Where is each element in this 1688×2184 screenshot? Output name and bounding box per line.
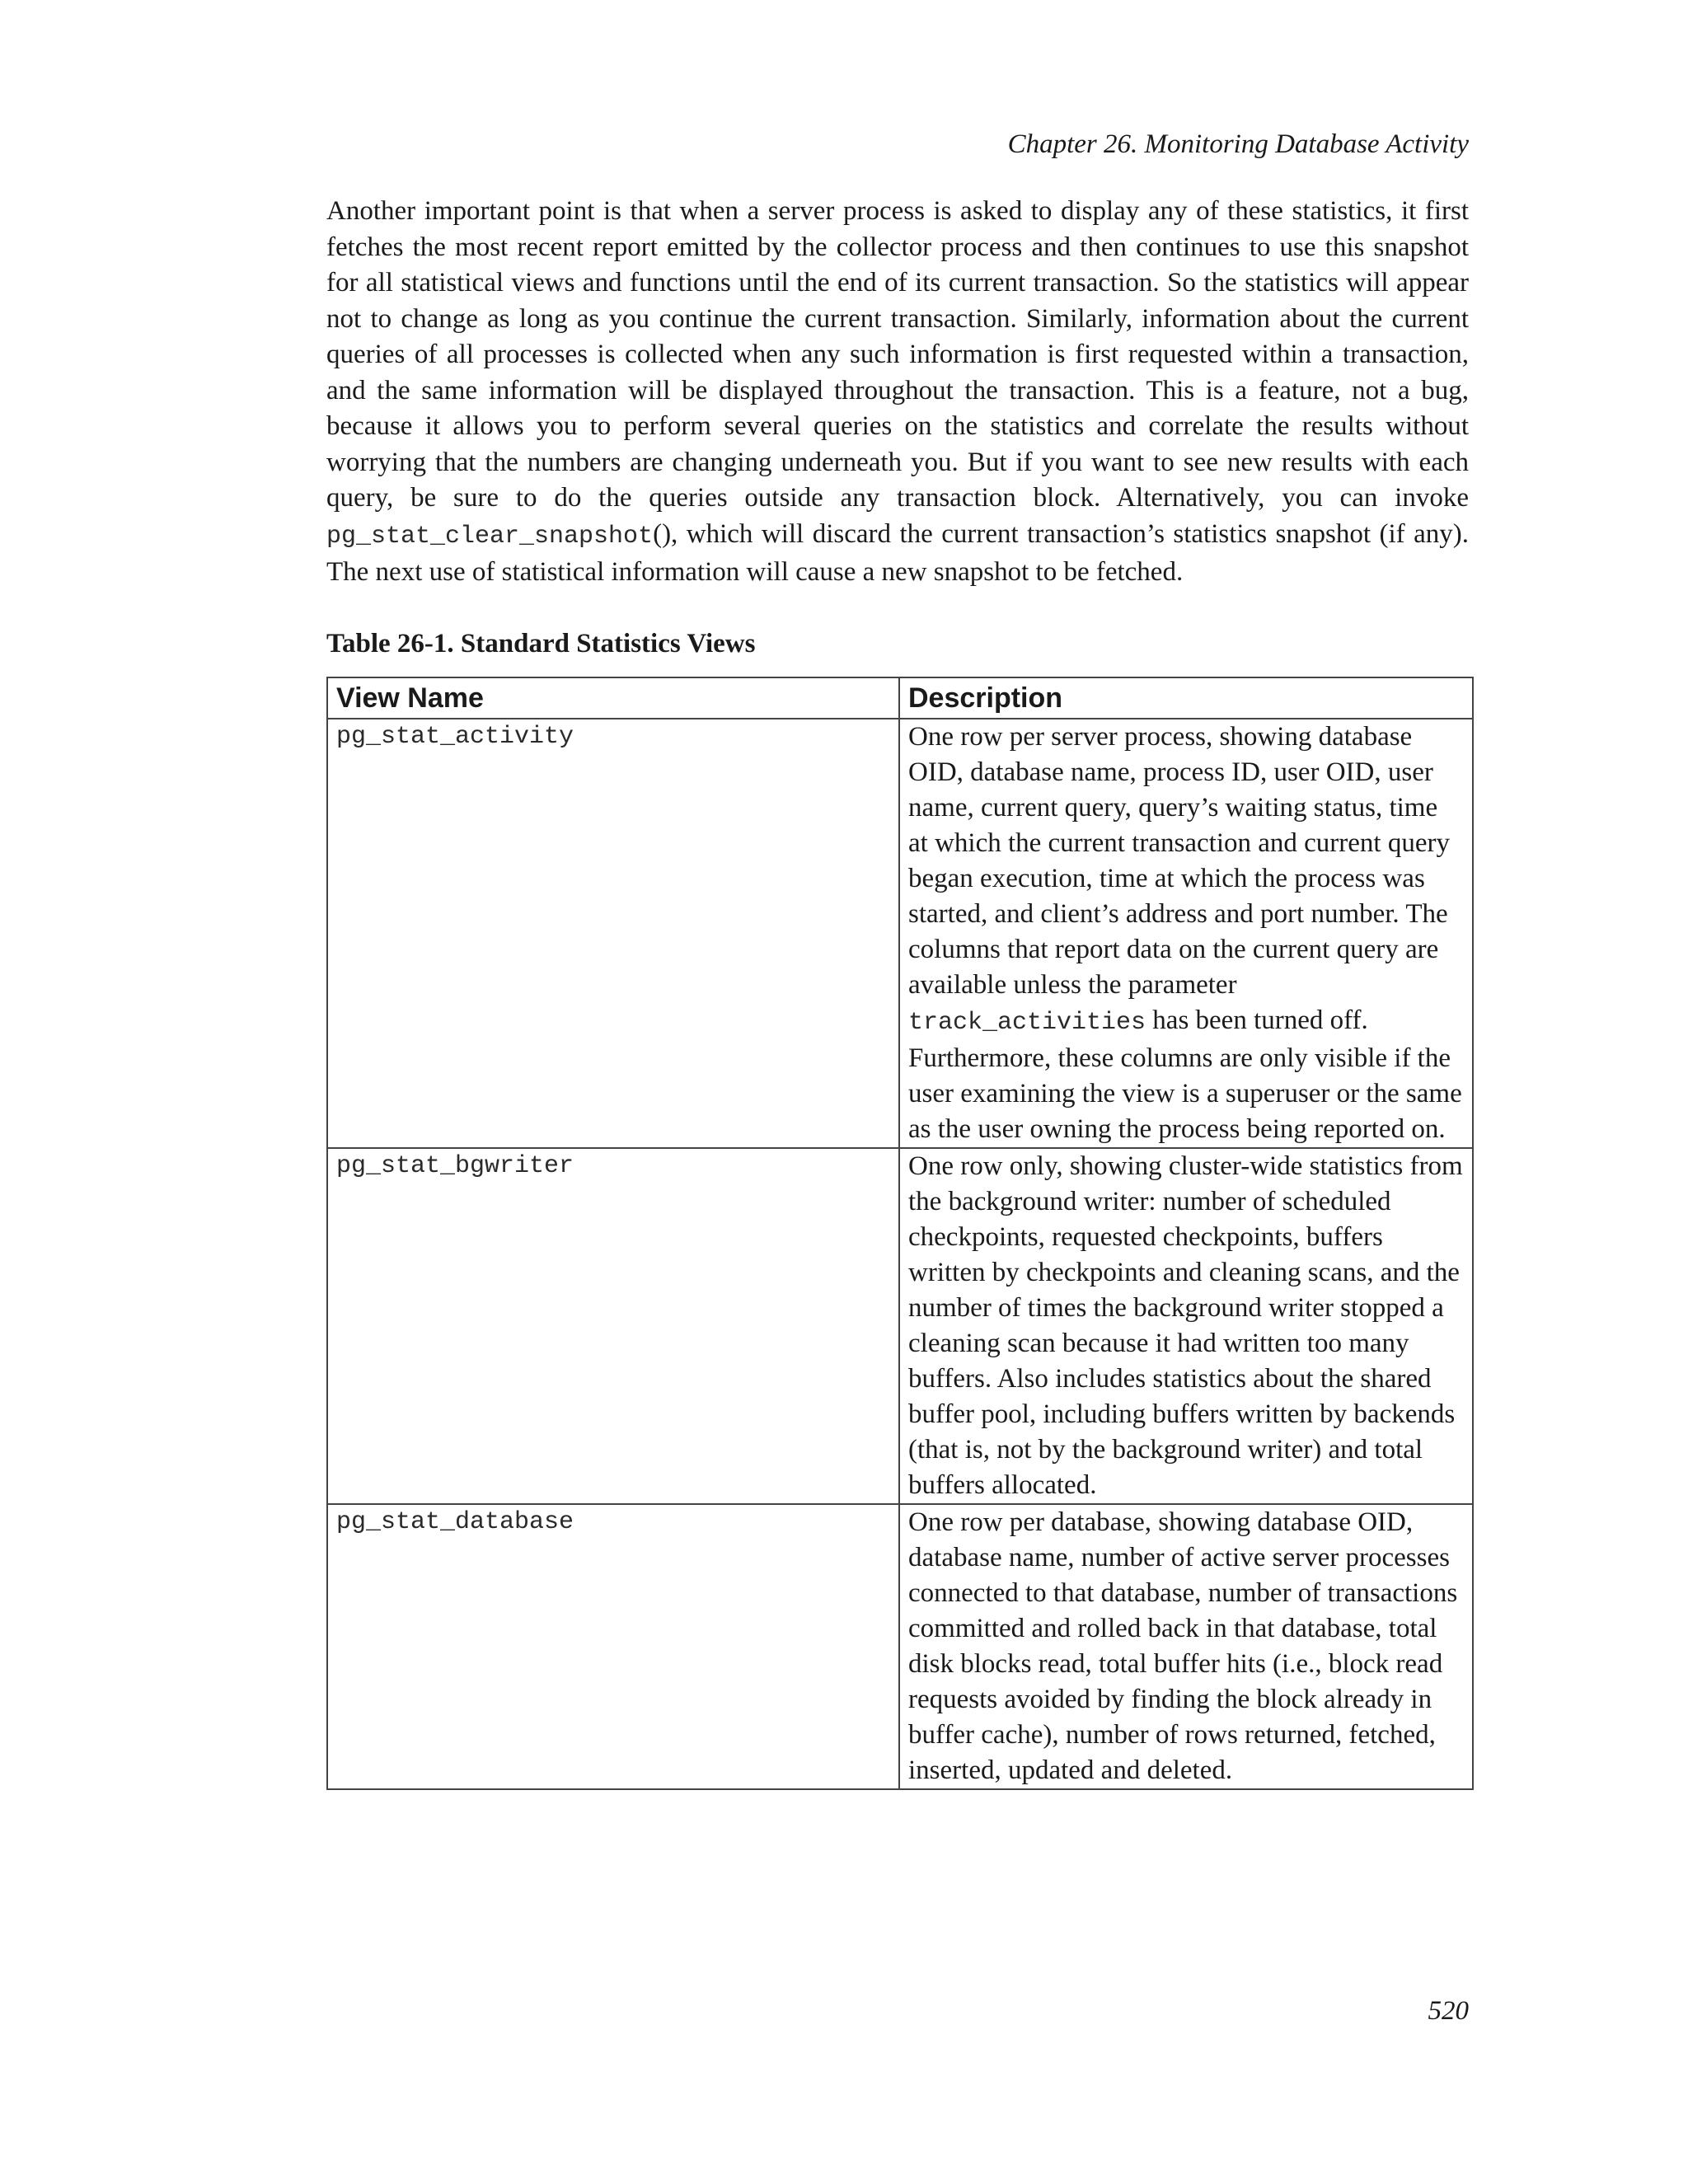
table-header-row bbox=[327, 677, 1473, 719]
table-row bbox=[327, 1504, 1473, 1789]
description-code-parameter: track_activities bbox=[908, 1009, 1146, 1037]
description-cell: One row per database, showing database OID, database name, number of active server processes connected to that database, number of transactions committed and rolled back in that database, total disk blocks read, total buffer hits (i.e., block read requests avoided by finding the block already in buffer cache), number of rows returned, fetched, inserted, updated and deleted. bbox=[899, 1504, 1473, 1789]
description-cell bbox=[899, 719, 1473, 1148]
table-caption: Table 26-1. Standard Statistics Views bbox=[326, 629, 756, 658]
column-header-description: Description bbox=[899, 677, 1473, 719]
statistics-views-table bbox=[326, 677, 1474, 1790]
table-row bbox=[327, 1148, 1473, 1504]
description-text-start: One row per server process, showing database OID, database name, process ID, user OID, user name, current query, query’s waiting status, time at which the current transaction and current query began execution, time at which the process was started, and client’s address and port number. The columns that report data on the current query are available unless the parameter bbox=[908, 722, 1450, 1000]
view-name-cell: pg_stat_database bbox=[327, 1504, 899, 1789]
page-number: 520 bbox=[1428, 1996, 1469, 2026]
column-header-view-name: View Name bbox=[327, 677, 899, 719]
view-name-cell: pg_stat_activity bbox=[327, 719, 899, 1148]
running-header: Chapter 26. Monitoring Database Activity bbox=[1007, 129, 1469, 159]
table-row bbox=[327, 719, 1473, 1148]
intro-text-start: Another important point is that when a server process is asked to display any of these statistics, it first fetches the most recent report emitted by the collector process and then continues to use this snapshot for all statistical views and functions until the end of its current transaction. So the statistics will appear not to change as long as you continue the current transaction. Similarly, information about the current queries of all processes is collected when any such information is first requested within a transaction, and the same information will be displayed throughout the transaction. This is a feature, not a bug, because it allows you to perform several queries on the statistics and correlate the results without worrying that the numbers are changing underneath you. But if you want to see new results with each query, be sure to do the queries outside any transaction block. Alternatively, you can invoke bbox=[326, 196, 1469, 513]
intro-code-function: pg_stat_clear_snapshot bbox=[326, 522, 654, 551]
view-name-cell: pg_stat_bgwriter bbox=[327, 1148, 899, 1504]
intro-text-end: (), which will discard the current transaction’s statistics snapshot (if any). The next use of statistical information will cause a new snapshot to be fetched. bbox=[326, 518, 1469, 587]
intro-paragraph bbox=[326, 194, 1469, 591]
description-cell: One row only, showing cluster-wide statistics from the background writer: number of scheduled checkpoints, requested checkpoints, buffers written by checkpoints and cleaning scans, and the number of times the background writer stopped a cleaning scan because it had written too many buffers. Also includes statistics about the shared buffer pool, including buffers written by backends (that is, not by the background writer) and total buffers allocated. bbox=[899, 1148, 1473, 1504]
description-text-end: has been turned off. Furthermore, these columns are only visible if the user examining the view is a superuser or the same as the user owning the process being reported on. bbox=[908, 1005, 1462, 1144]
